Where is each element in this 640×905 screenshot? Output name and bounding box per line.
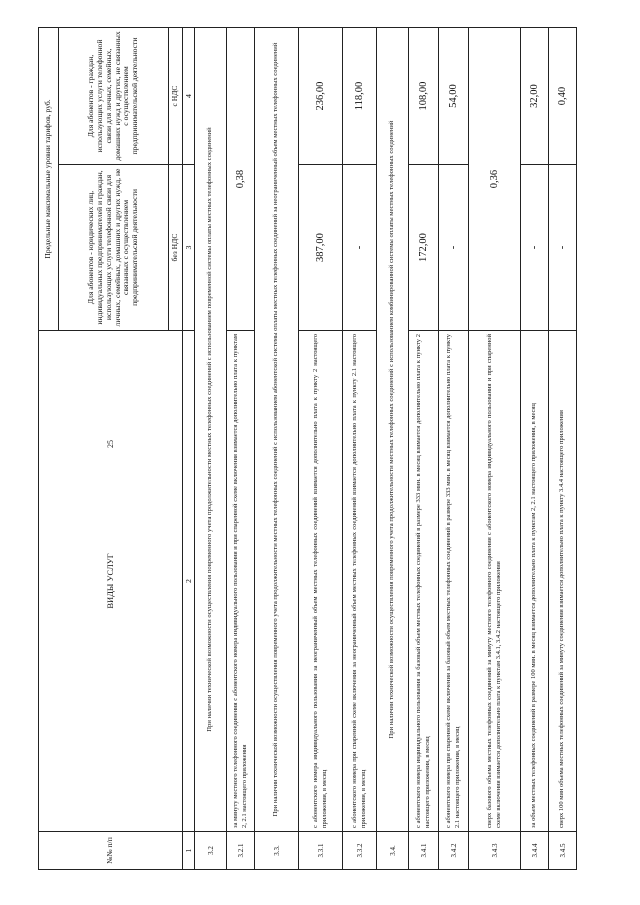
tariff-table-rotated	[38, 28, 613, 870]
row-number: 3.2	[195, 832, 227, 870]
section-heading: При наличии технической возможности осуществления повременного учета продолжительности местных телефонных соединений с использованием абонентской системы оплаты местных телефонных соединений за неограниченный объем местных телефонных соединений	[255, 28, 299, 832]
tariff-value-no-vat: -	[521, 165, 549, 331]
section-heading: При наличии технической возможности осуществления повременного учета продолжительности местных телефонных соединений с использованием повременной системы оплаты местных телефонных соединений	[195, 28, 227, 832]
index-cell: 2	[183, 331, 195, 832]
service-description: сверх 100 мин объема местных телефонных соединений за минуту соединения взимается дополнительно плата к пункту 3.4.4 настоящего приложения	[549, 331, 577, 832]
index-cell: 3	[183, 165, 195, 331]
tariff-value-with-vat: 108,00	[409, 28, 439, 165]
table-row	[521, 28, 549, 870]
row-number: 3.4.2	[439, 832, 469, 870]
tariff-value-with-vat: 0,40	[549, 28, 577, 165]
header-no-vat: без НДС	[169, 165, 183, 331]
section-heading: При наличии технической возможности осуществления повременного учета продолжительности местных телефонных соединений с использованием комбинированной системы оплаты местных телефонных соединений	[377, 28, 409, 832]
tariff-value-with-vat: 32,00	[521, 28, 549, 165]
tariff-value: 0,38	[227, 28, 255, 331]
service-description: с абонентского номера при спаренной схеме включения за неограниченный объем местных телефонных соединений взимается дополнительно плата к пункту 2.1 настоящего приложения, в месяц	[343, 331, 377, 832]
table-row	[255, 28, 299, 870]
row-number: 3.4.	[377, 832, 409, 870]
tariff-value-no-vat: -	[439, 165, 469, 331]
tariff-value-no-vat: 387,00	[299, 165, 343, 331]
index-cell: 4	[183, 28, 195, 165]
index-cell: 1	[183, 832, 195, 870]
service-description: сверх базового объема местных телефонных соединений за минуту местного телефонного соединения с абонентского номера индивидуального пользования и при спаренной схеме включения взимается дополнительно плата к пунктам 3.4.1, 3.4.2 настоящего приложения	[469, 331, 521, 832]
table-row	[227, 28, 255, 870]
tariff-table	[38, 27, 577, 870]
service-description: с абонентского номера индивидуального пользования за базовый объем местных телефонных соединений в размере 333 мин. в месяц взимается дополнительно плата к пункту 2 настоящего приложения, в месяц	[409, 331, 439, 832]
table-row	[377, 28, 409, 870]
service-description: за минуту местного телефонного соединения с абонентского номера индивидуального пользования и при спаренной схеме включения взимается дополнительно плата к пунктам 2, 2.1 настоящего приложения	[227, 331, 255, 832]
service-description: с абонентского номера индивидуального пользования за неограниченный объем местных телефонных соединений взимается дополнительно плата к пункту 2 настоящего приложения, в месяц	[299, 331, 343, 832]
row-number: 3.4.3	[469, 832, 521, 870]
row-number: 3.4.4	[521, 832, 549, 870]
tariff-value-no-vat: -	[343, 165, 377, 331]
header-num: №№ п/п	[39, 832, 183, 870]
tariff-value-no-vat: 172,00	[409, 165, 439, 331]
row-number: 3.3.1	[299, 832, 343, 870]
header-legal-entities: Для абонентов - юридических лиц, индивидуальных предпринимателей и граждан, использующих услуги телефонной связи для личных, семейных, домашних и других нужд, не связанных с осуществлением предпринимательской деятельности	[59, 165, 169, 331]
table-row	[469, 28, 521, 870]
table-row	[343, 28, 377, 870]
table-row	[549, 28, 577, 870]
tariff-value-with-vat: 236,00	[299, 28, 343, 165]
header-with-vat: с НДС	[169, 28, 183, 165]
row-number: 3.3.	[255, 832, 299, 870]
row-number: 3.4.1	[409, 832, 439, 870]
tariff-value: 0,36	[469, 28, 521, 331]
table-row	[195, 28, 227, 870]
tariff-value-with-vat: 54,00	[439, 28, 469, 165]
table-row	[439, 28, 469, 870]
row-number: 3.3.2	[343, 832, 377, 870]
header-citizens: Для абонентов - граждан, использующих услуги телефонной связи для личных, семейных, домашних нужд и других, не связанных с осуществлением предпринимательской деятельности	[59, 28, 169, 165]
table-row	[409, 28, 439, 870]
tariff-value-no-vat: -	[549, 165, 577, 331]
header-tariff-limits: Предельные максимальные уровни тарифов, руб.	[39, 28, 59, 331]
tariff-value-with-vat: 118,00	[343, 28, 377, 165]
page-number: 25	[106, 440, 115, 448]
service-description: за объем местных телефонных соединений в размере 100 мин. в месяц взимается дополнительно плата к пунктам 2, 2.1 настоящего приложения, в месяц	[521, 331, 549, 832]
table-row	[299, 28, 343, 870]
service-description: с абонентского номера при спаренной схеме включения за базовый объем местных телефонных соединений в размере 333 мин. в месяц взимается дополнительно плата к пункту 2.1 настоящего приложения, в месяц	[439, 331, 469, 832]
row-number: 3.2.1	[227, 832, 255, 870]
header-services: ВИДЫ УСЛУГ	[39, 331, 183, 832]
row-number: 3.4.5	[549, 832, 577, 870]
